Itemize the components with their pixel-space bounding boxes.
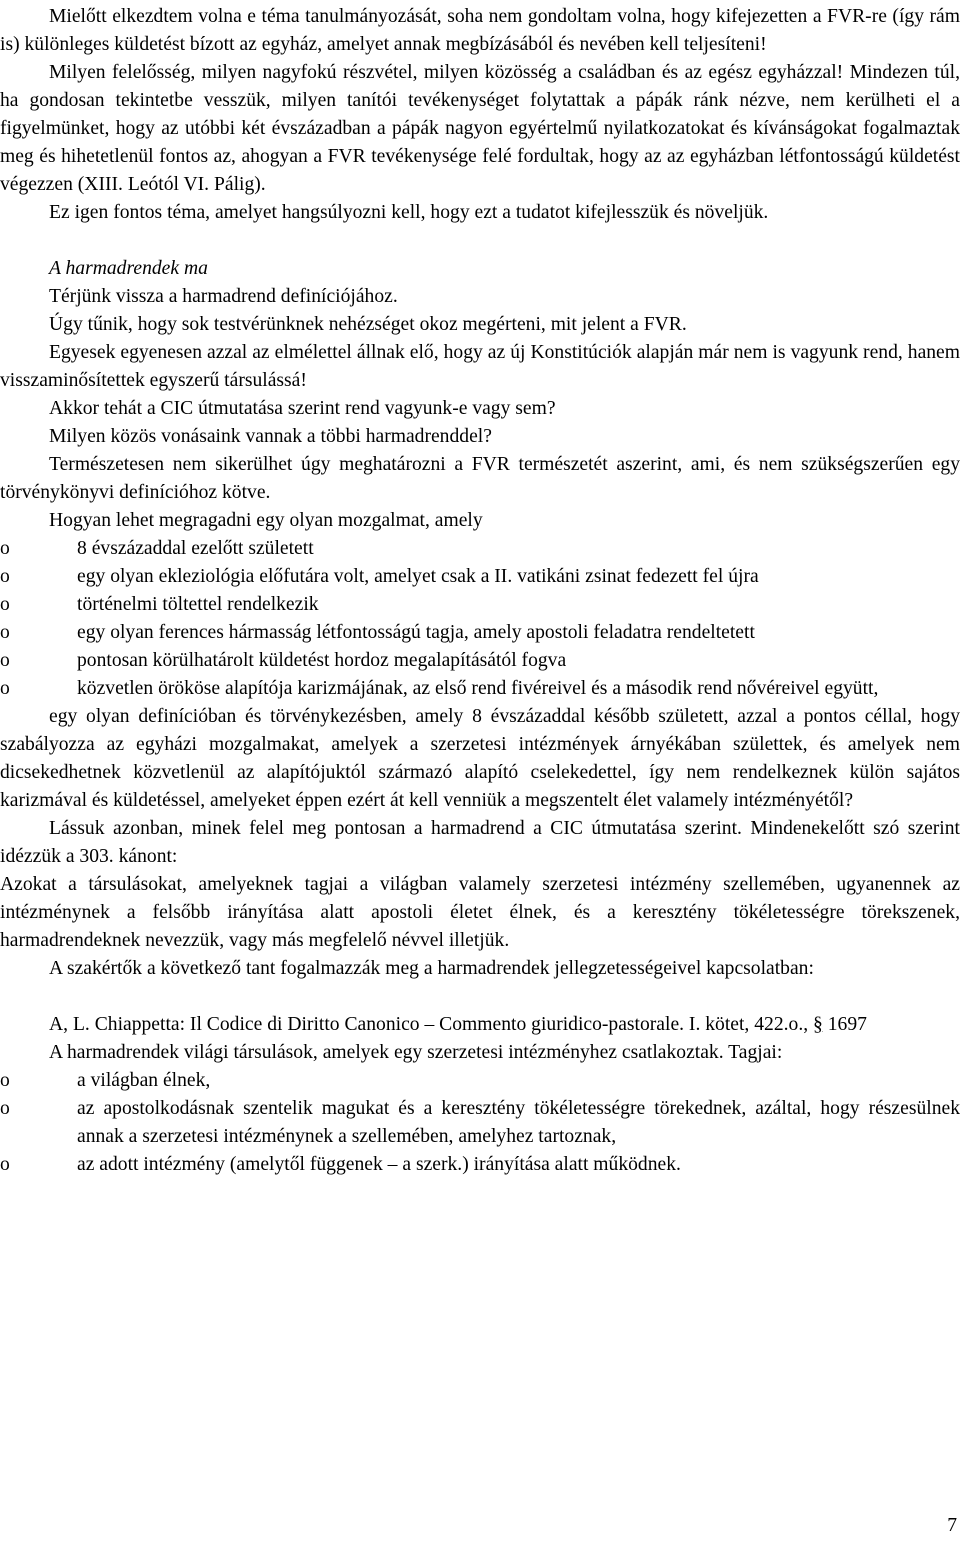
bullet-marker: o [0,1098,10,1119]
bullet-marker: o [0,622,10,643]
list-item [0,1067,960,1095]
bullet-marker: o [0,1070,10,1091]
list-item [0,619,960,647]
citation-text: A, L. Chiappetta: Il Codice di Diritto Canonico – Commento giuridico-pastorale. I. kötet, 422.o., [49,1014,809,1035]
list-item-text: az apostolkodásnak szentelik magukat és a keresztény tökéletességre törekednek, azáltal, hogy részesülnek annak a szerzetesi intézménynek a szellemében, amelyhez tartoznak, [77,1098,960,1147]
members-list [0,1067,960,1179]
paragraph-experts: A szakértők a következő tant fogalmazzák meg a harmadrendek jellegzetességeivel kapcsolatban: [49,958,814,979]
list-item-text: a világban élnek, [77,1070,211,1091]
paragraph-responsibility: Milyen felelősség, milyen nagyfokú részvétel, milyen közösség a családban és az egész egyházzal! Mindezen túl, ha gondosan tekintetbe vesszük, milyen tanítói tevékenységet folytattak a pápák ránk nézve, nem kerülheti el a figyelmünket, hogy az utóbbi két évszázadban a pápák nagyon egyértelmű nyilatkozatokat és kívánságokat fogalmaztak meg és hihetetlenül fontos az, ahogyan a FVR tevékenysége felé fordultak, hogy az az egyházban létfontosságú küldetést végezzen (XIII. Leótól VI. Pálig). [0,62,960,195]
citation-reference [813,1014,823,1035]
paragraph-emphasis: Ez igen fontos téma, amelyet hangsúlyozni kell, hogy ezt a tudatot kifejlesszük és növeljük. [49,202,769,223]
list-item-text: az adott intézmény (amelytől függenek – a szerk.) irányítása alatt működnek. [77,1154,681,1175]
bullet-marker: o [0,538,10,559]
paragraph-members: A harmadrendek világi társulások, amelyek egy szerzetesi intézményhez csatlakoztak. Tagjai: [49,1042,783,1063]
list-item [0,1151,960,1179]
list-item [0,675,960,703]
paragraph-definition: Térjünk vissza a harmadrend definíciójához. [49,286,398,307]
movement-list [0,535,960,703]
list-item [0,563,960,591]
spacer [0,983,960,1011]
paragraph-question-common: Milyen közös vonásaink vannak a többi harmadrenddel? [49,426,492,447]
list-item-text: történelmi töltettel rendelkezik [77,594,319,615]
bullet-marker: o [0,566,10,587]
list-item-text: közvetlen örököse alapítója karizmájának, az első rend fivéreivel és a második rend nővéreivel együtt, [77,678,879,699]
paragraph-question-order: Akkor tehát a CIC útmutatása szerint rend vagyunk-e vagy sem? [49,398,556,419]
page-number: 7 [947,1515,957,1536]
citation-number: 1697 [827,1014,867,1035]
list-item-text: pontosan körülhatárolt küldetést hordoz megalapításától fogva [77,650,567,671]
citation [0,1011,960,1039]
section-heading: A harmadrendek ma [49,258,208,279]
bullet-marker: o [0,650,10,671]
paragraph-intro: Mielőtt elkezdtem volna e téma tanulmányozását, soha nem gondoltam volna, hogy kifejezetten a FVR-re (így rám is) különleges küldetést bízott az egyház, amelyet annak megbízásából és nevében kell teljesíteni! [0,6,960,55]
bullet-marker: o [0,678,10,699]
paragraph-movement: Hogyan lehet megragadni egy olyan mozgalmat, amely [49,510,483,531]
list-item [0,1095,960,1151]
paragraph-difficulty: Úgy tűnik, hogy sok testvérünknek nehézséget okoz megérteni, mit jelent a FVR. [49,314,687,335]
paragraph-nature: Természetesen nem sikerülhet úgy meghatározni a FVR természetét aszerint, ami, és nem szükségszerűen egy törvénykönyvi definícióhoz kötve. [0,454,960,503]
bullet-marker: o [0,1154,10,1175]
list-item [0,591,960,619]
paragraph-canon-quote: Azokat a társulásokat, amelyeknek tagjai a világban valamely szerzetesi intézmény szellemében, ugyanennek az intézménynek a felsőbb irányítása alatt apostoli életet élnek, és a keresztény tökéletességre törekszenek, harmadrendeknek nevezzük, vagy más megfelelő névvel illetjük. [0,874,960,951]
paragraph-theory: Egyesek egyenesen azzal az elmélettel állnak elő, hogy az új Konstitúciók alapján már nem is vagyunk rend, hanem visszaminősítettek egyszerű társulássá! [0,342,960,391]
paragraph-canon-intro: Lássuk azonban, minek felel meg pontosan a harmadrend a CIC útmutatása szerint. Mindenekelőtt szó szerint idézzük a 303. kánont: [0,818,960,867]
spacer [0,227,960,255]
list-item-text: egy olyan ferences hármasság létfontosságú tagja, amely apostoli feladatra rendeltetett [77,622,755,643]
list-item-text: 8 évszázaddal ezelőtt született [77,538,314,559]
list-item [0,647,960,675]
section-sign: § [813,1014,823,1035]
list-item [0,535,960,563]
bullet-marker: o [0,594,10,615]
list-item-text: egy olyan ekleziológia előfutára volt, amelyet csak a II. vatikáni zsinat fedezett fel újra [77,566,759,587]
paragraph-definition-law: egy olyan definícióban és törvénykezésben, amely 8 évszázaddal később született, azzal a pontos céllal, hogy szabályozza az egyházi mozgalmakat, amelyek a szerzetesi intézmények árnyékában születtek, és amelyek nem dicsekedhetnek közvetlenül az alapítójuktól származó alapító cselekedettel, így nem rendelkeznek külön sajátos karizmával és küldetéssel, amelyeket éppen ezért át kell venniük a megszentelt élet valamely intézményétől? [0,706,960,811]
